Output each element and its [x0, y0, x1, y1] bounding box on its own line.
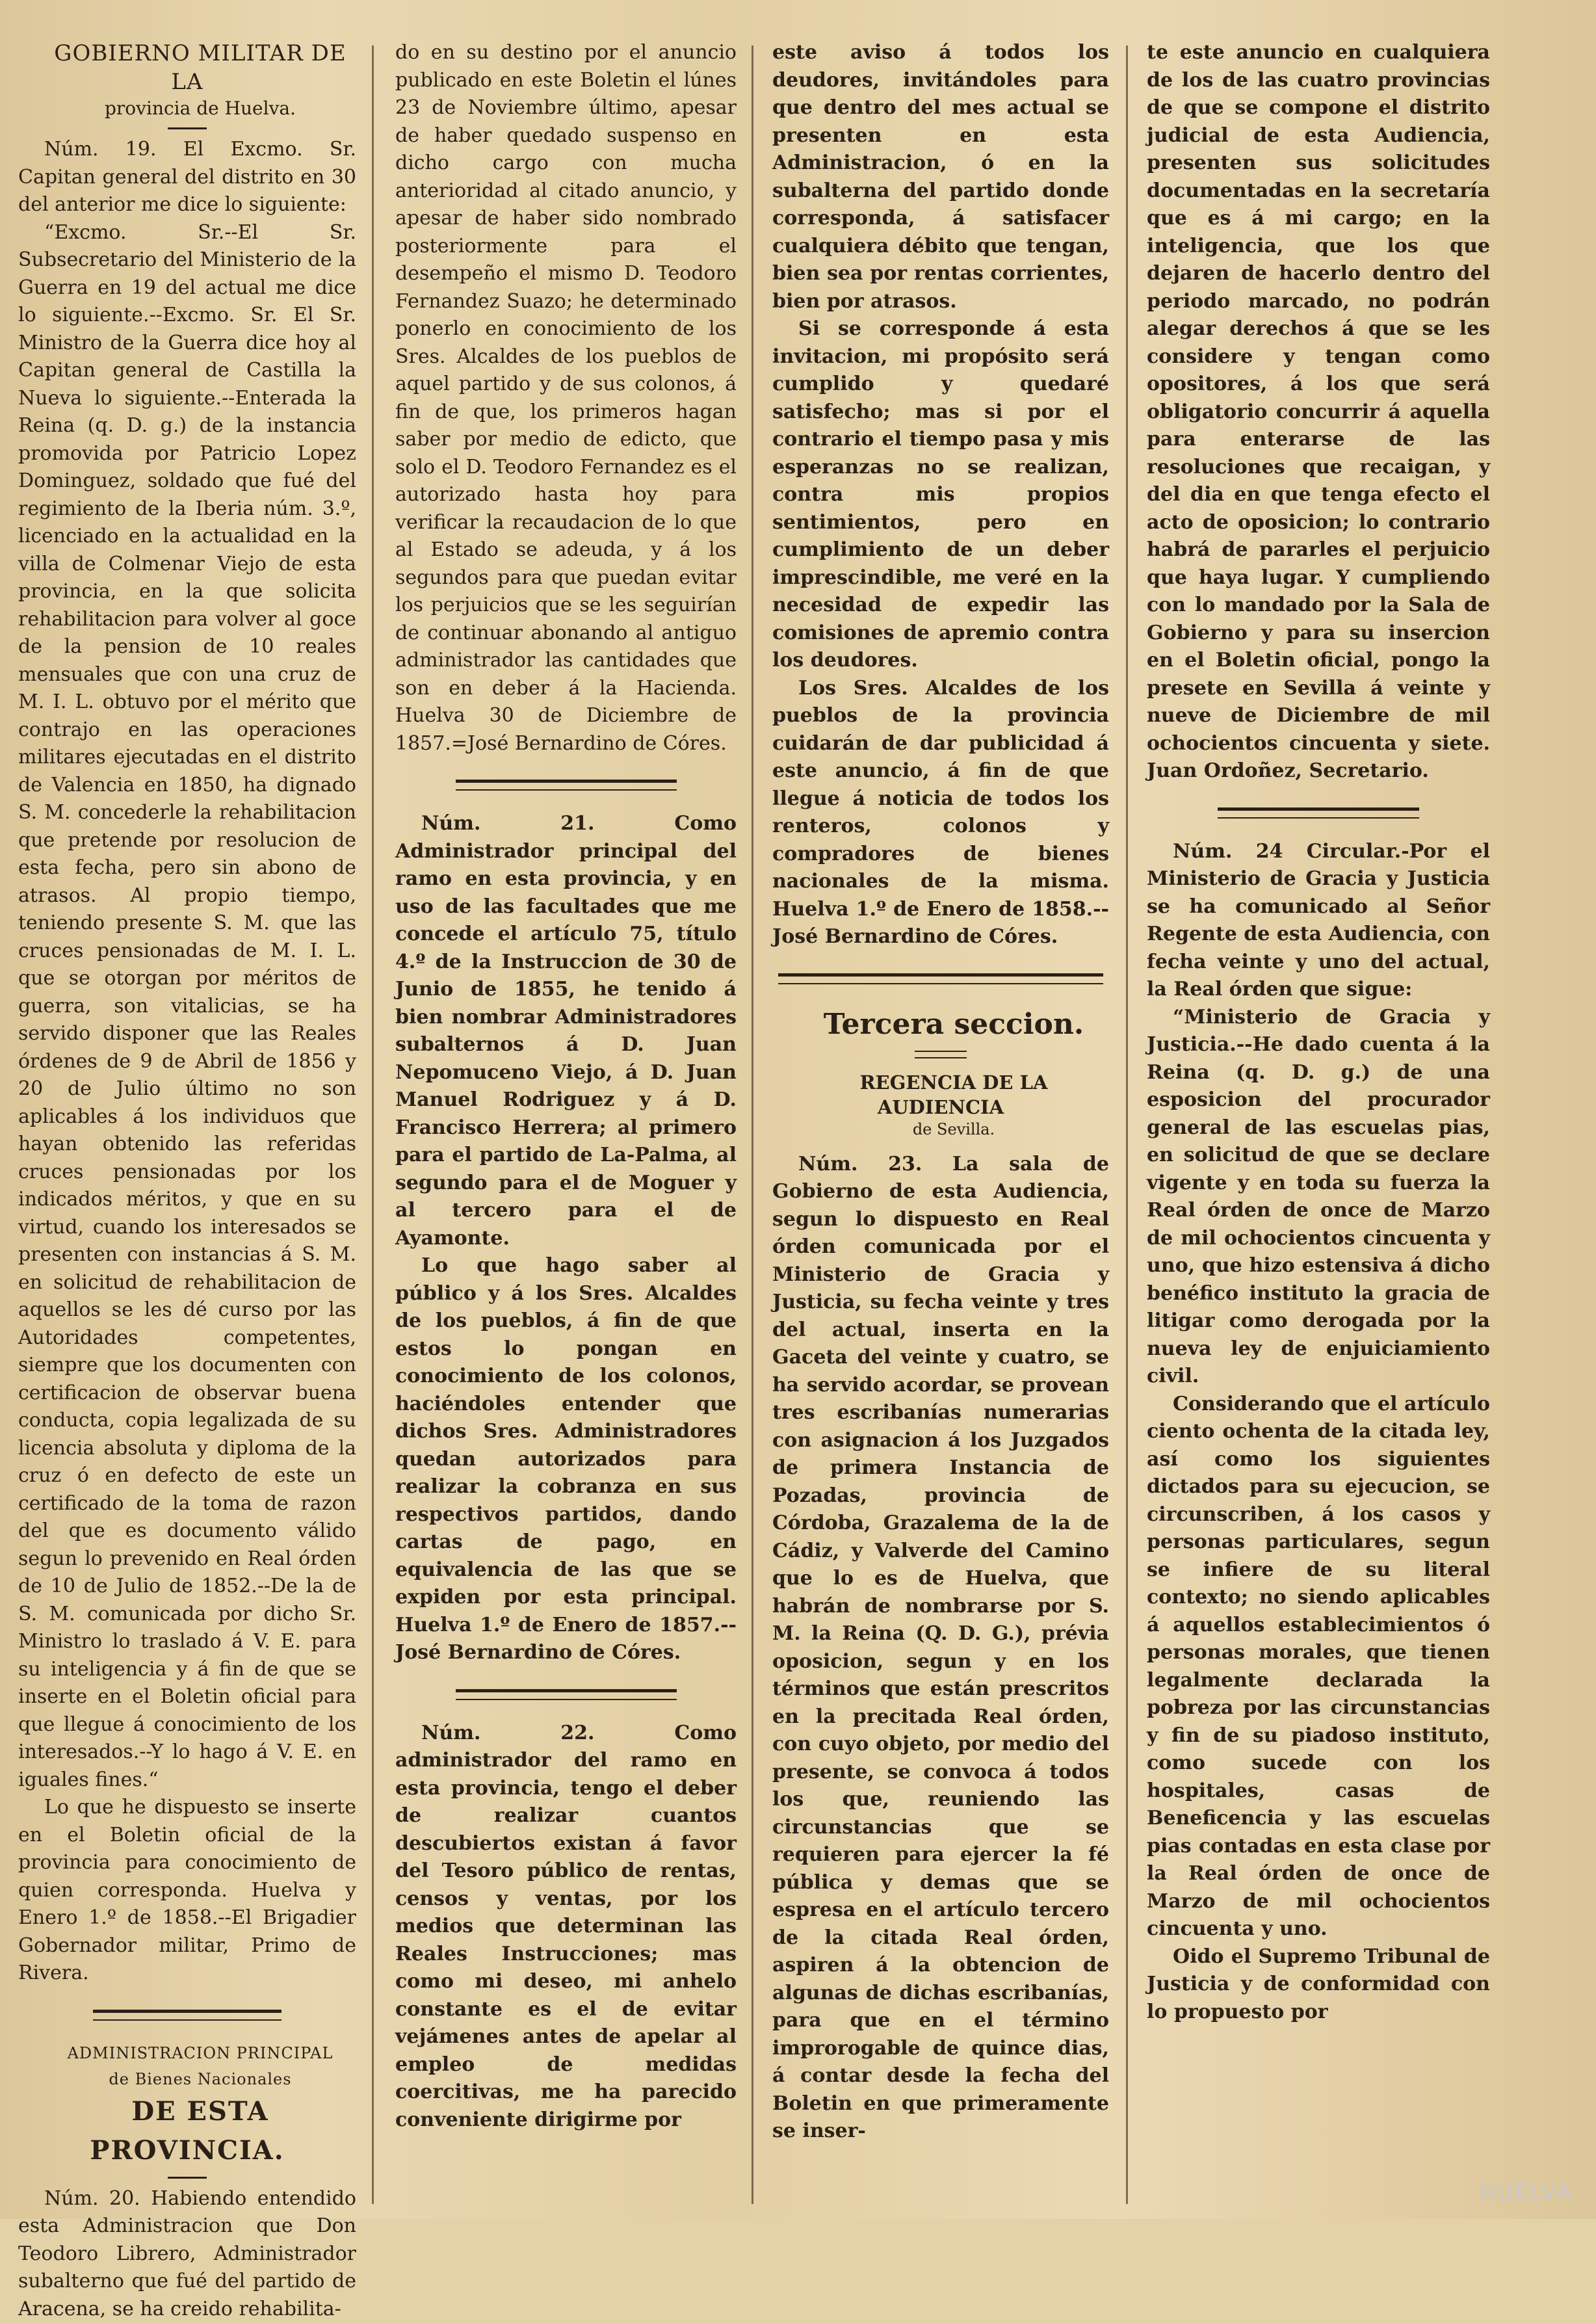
column-rule: [752, 46, 753, 2204]
column-rule: [1126, 46, 1128, 2204]
notice-24-considering: Considerando que el artículo ciento ochenta de la citada ley, así como los siguientes dictados para su ejecucion, se circunscriben, á los casos y personas particulares, segun se infiere de su literal contexto; no siendo aplicables á aquellos establecimientos ó personas morales, que tienen legalmente declarada la pobreza por las circunstancias y fin de su piadoso instituto, como sucede con los hospitales, casas de Beneficencia y las escuelas pias contadas en esta clase por la Real órden de once de Marzo de mil ochocientos cincuenta y uno.: [1147, 1391, 1490, 1943]
notice-19-closing: Lo que he dispuesto se inserte en el Boletin oficial de la provincia para conocimiento de quien corresponda. Huelva y Enero 1.º de 1858.--El Brigadier Gobernador militar, Primo de Rivera.: [18, 1794, 356, 1988]
notice-22-continued: este aviso á todos los deudores, invitándoles para que dentro del mes actual se presenten en esta Administracion, ó en la subalterna del partido donde corresponda, á satisfacer cualquiera débito que tengan, bien sea por rentas corrientes, bien por atrasos.: [772, 39, 1109, 315]
divider: [456, 780, 677, 791]
divider: [915, 1051, 967, 1058]
notice-24-intro: Núm. 24 Circular.-Por el Ministerio de Gracia y Justicia se ha comunicado al Señor Regente de esta Audiencia, con fecha veinte y uno del actual, la Real órden que sigue:: [1147, 838, 1490, 1004]
notice-21-closing: Lo que hago saber al público y á los Sres. Alcaldes de los pueblos, á fin de que estos lo pongan en conocimiento de los colonos, haciéndoles entender que dichos Sres. Administradores quedan autorizados para realizar la cobranza en sus respectivos partidos, dando cartas de pago, en equivalencia de las que se expiden por esta principal. Huelva 1.º de Enero de 1857.--José Bernardino de Córes.: [395, 1252, 737, 1667]
notice-22-paragraph-2: Si se corresponde á esta invitacion, mi propósito será cumplido y quedaré satisfecho; mas si por el contrario el tiempo pasa y mis esperanzas no se realizan, contra mis propios sentimientos, pero en cumplimiento de un deber imprescindible, me veré en la necesidad de expedir las comisiones de apremio contra los deudores.: [772, 315, 1109, 675]
notice-23-continued: te este anuncio en cualquiera de los de las cuatro provincias de que se compone el distrito judicial de esta Audiencia, presenten sus solicitudes documentadas en la secretaría que es á mi cargo; en la inteligencia, que los que dejaren de hacerlo dentro del periodo marcado, no podrán alegar derechos á que se les considere y tengan como opositores, á los que será obligatorio concurrir á aquella para enterarse de las resoluciones que recaigan, y del dia en que tenga efecto el acto de oposicion; lo contrario habrá de pararles el perjuicio que haya lugar. Y cumpliendo con lo mandado por la Sala de Gobierno y para su insercion en el Boletin oficial, pongo la presete en Sevilla á veinte y nueve de Diciembre de mil ochocientos cincuenta y siete. Juan Ordoñez, Secretario.: [1147, 39, 1490, 785]
notice-24-quote: “Ministerio de Gracia y Justicia.--He dado cuenta á la Reina (q. D. g.) de una esposicion del procurador general de las escuelas pias, en solicitud de que se declare vigente y en toda su fuerza la Real órden de once de Marzo de mil ochocientos cincuenta y uno, que hizo estensiva á dicho benéfico instituto la gracia de litigar como derogada por la nueva ley de enjuiciamiento civil.: [1147, 1004, 1490, 1391]
admin-header-line3: DE ESTA PROVINCIA.: [18, 2092, 356, 2170]
notice-24-closing: Oido el Supremo Tribunal de Justicia y de conformidad con lo propuesto por: [1147, 1943, 1490, 2027]
column-3: [772, 39, 1109, 2211]
notice-20-start: Núm. 20. Habiendo entendido esta Administracion que Don Teodoro Librero, Administrador subalterno que fué del partido de Aracena, se ha creido rehabilita-: [18, 2185, 356, 2323]
notice-19-intro: Núm. 19. El Excmo. Sr. Capitan general del distrito en 30 del anterior me dice lo siguiente:: [18, 136, 356, 219]
divider: [168, 2177, 207, 2179]
column-rule: [372, 46, 374, 2204]
divider: [1218, 807, 1419, 819]
regencia-subheader: de Sevilla.: [772, 1120, 1109, 1139]
section-subheader: provincia de Huelva.: [18, 96, 356, 121]
notice-21-body: Núm. 21. Como Administrador principal del ramo en esta provincia, y en uso de las facultades que me concede el artículo 75, título 4.º de la Instruccion de 30 de Junio de 1855, he tenido á bien nombrar Administradores subalternos á D. Juan Nepomuceno Viejo, á D. Juan Manuel Rodriguez y á D. Francisco Herrera; al primero para el partido de La-Palma, al segundo para el de Moguer y al tercero para el de Ayamonte.: [395, 810, 737, 1252]
admin-header-line1: ADMINISTRACION PRINCIPAL: [18, 2040, 356, 2066]
regencia-header: REGENCIA DE LA AUDIENCIA: [772, 1070, 1109, 1120]
section-title: Tercera seccion.: [772, 1004, 1109, 1045]
column-2: [395, 39, 737, 2211]
divider: [456, 1689, 677, 1700]
divider: [778, 973, 1103, 984]
column-1: [18, 39, 356, 2211]
notice-22-closing: Los Sres. Alcaldes de los pueblos de la provincia cuidarán de dar publicidad á este anuncio, á fin de que llegue á noticia de todos los renteros, colonos y compradores de bienes nacionales de la misma. Huelva 1.º de Enero de 1858.--José Bernardino de Córes.: [772, 675, 1109, 951]
notice-19-body: “Excmo. Sr.--El Sr. Subsecretario del Ministerio de la Guerra en 19 del actual me dice lo siguiente.--Excmo. Sr. El Sr. Ministro de la Guerra dice hoy al Capitan general de Castilla la Nueva lo siguiente.--Enterada la Reina (q. D. g.) de la instancia promovida por Patricio Lopez Dominguez, soldado que fué del regimiento de la Iberia núm. 3.º, licenciado en la actualidad en la villa de Colmenar Viejo de esta provincia, en la que solicita rehabilitacion para volver al goce de la pension de 10 reales mensuales que con una cruz de M. I. L. obtuvo por el mérito que contrajo en las operaciones militares ejecutadas en el distrito de Valencia en 1850, ha dignado S. M. concederle la rehabilitacion que pretende por resolucion de esta fecha, pero sin abono de atrasos. Al propio tiempo, teniendo presente S. M. que las cruces pensionadas de M. I. L. que se otorgan por méritos de guerra, son vitalicias, se ha servido disponer que las Reales órdenes de 9 de Abril de 1856 y 20 de Julio último no son aplicables á los individuos que hayan obtenido las referidas cruces pensionadas por los indicados méritos, y que en su virtud, cuando los interesados se presenten con instancias á S. M. en solicitud de rehabilitacion de aquellos se les dé curso por las Autoridades competentes, siempre que los documenten con certificacion de observar buena conducta, copia legalizada de su licencia absoluta y diploma de la cruz ó en defecto de este un certificado de la toma de razon del que es documento válido segun lo prevenido en Real órden de 10 de Julio de 1852.--De la de S. M. comunicada por dicho Sr. Ministro lo traslado á V. E. para su inteligencia y á fin de que se inserte en el Boletin oficial para que llegue á conocimiento de los interesados.--Y lo hago á V. E. en iguales fines.“: [18, 219, 356, 1794]
notice-20-continued: do en su destino por el anuncio publicado en este Boletin el lúnes 23 de Noviembre último, apesar de haber quedado suspenso en dicho cargo con mucha anterioridad al citado anuncio, y apesar de haber sido nombrado posteriormente para el desempeño el mismo D. Teodoro Fernandez Suazo; he determinado ponerlo en conocimiento de los Sres. Alcaldes de los pueblos de aquel partido y de sus colonos, á fin de que, los primeros hagan saber por medio de edicto, que solo el D. Teodoro Fernandez es el autorizado hasta hoy para verificar la recaudacion de lo que al Estado se adeuda, y á los segundos para que puedan evitar los perjuicios que se les seguirían de continuar abonando al antiguo administrador las cantidades que son en deber á la Hacienda. Huelva 30 de Diciembre de 1857.=José Bernardino de Córes.: [395, 39, 737, 757]
notice-23-body: Núm. 23. La sala de Gobierno de esta Audiencia, segun lo dispuesto en Real órden comunicada por el Ministerio de Gracia y Justicia, su fecha veinte y tres del actual, inserta en la Gaceta del veinte y cuatro, se ha servido acordar, se provean tres escribanías numerarias con asignacion á los Juzgados de primera Instancia de Pozadas, provincia de Córdoba, Grazalema de la de Cádiz, y Valverde del Camino que lo es de Huelva, que habrán de nombrarse por S. M. la Reina (Q. D. G.), prévia oposicion, segun y en los términos que están prescritos en la precitada Real órden, con cuyo objeto, por medio del presente, se convoca á todos los que, reuniendo las circunstancias que se requieren para ejercer la fé pública y demas que se espresa en el artículo tercero de la citada Real órden, aspiren á la obtencion de algunas de dichas escribanías, para que en el término improrogable de quince dias, á contar desde la fecha del Boletin en que primeramente se inser-: [772, 1151, 1109, 2146]
divider: [168, 127, 207, 129]
notice-22-start: Núm. 22. Como administrador del ramo en esta provincia, tengo el deber de realizar cuantos descubiertos existan á favor del Tesoro público de rentas, censos y ventas, por los medios que determinan las Reales Instrucciones; mas como mi deseo, mi anhelo constante es el de evitar vejámenes antes de apelar al empleo de medidas coercitivas, me ha parecido conveniente dirigirme por: [395, 1720, 737, 2134]
column-4: [1147, 39, 1490, 2211]
admin-header-line2: de Bienes Nacionales: [18, 2066, 356, 2092]
section-header: GOBIERNO MILITAR DE LA: [18, 39, 356, 96]
watermark: HUELVA: [1480, 2180, 1573, 2206]
divider: [93, 2010, 281, 2021]
